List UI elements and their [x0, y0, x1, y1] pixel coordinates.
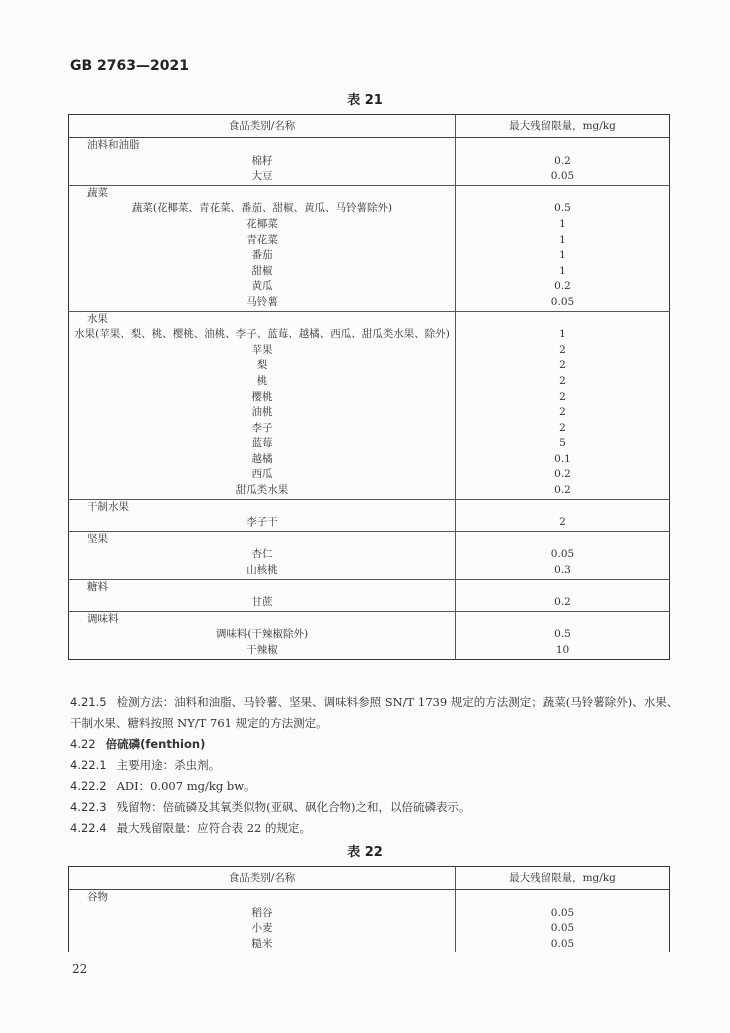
empty-cell [456, 499, 670, 515]
mrl-value: 0.2 [554, 154, 571, 167]
group-row [69, 499, 670, 515]
clause-text: 检测方法：油料和油脂、马铃薯、坚果、调味料参照 SN/T 1739 规定的方法测定；蔬菜(马铃薯除外)、水果、干制水果、糖料按照 NY/T 761 规定的方法测定。 [70, 695, 679, 730]
mrl-value: 1 [559, 233, 566, 246]
table-row [69, 421, 670, 437]
mrl-value: 2 [559, 390, 566, 403]
clause-text: ADI：0.007 mg/kg bw。 [116, 779, 256, 793]
table-row [69, 515, 670, 531]
table-row [69, 169, 670, 185]
column-header-food: 食品类别/名称 [69, 115, 456, 138]
empty-cell [456, 890, 670, 906]
clause [70, 776, 680, 797]
mrl-value: 0.2 [554, 468, 571, 481]
clause [70, 692, 680, 734]
food-name: 杏仁 [69, 547, 456, 563]
food-name: 花椰菜 [69, 217, 456, 233]
table-22 [68, 866, 670, 952]
table-22-caption: 表 22 [347, 845, 383, 860]
clause-text: 残留物：倍硫磷及其氧类似物(亚砜、砜化合物)之和，以倍硫磷表示。 [116, 800, 471, 814]
clause [70, 818, 680, 839]
group-name: 糖料 [69, 579, 456, 595]
group-name: 油料和油脂 [69, 138, 456, 154]
table-row [69, 343, 670, 359]
food-name: 番茄 [69, 248, 456, 264]
table-row [69, 643, 670, 659]
mrl-value: 0.1 [554, 452, 571, 465]
table-row [69, 483, 670, 499]
mrl-value: 1 [559, 249, 566, 262]
mrl-value: 0.05 [550, 170, 575, 183]
food-name: 黄瓜 [69, 279, 456, 295]
table-row [69, 264, 670, 280]
mrl-value: 2 [559, 516, 566, 529]
table-row [69, 436, 670, 452]
mrl-value: 1 [559, 328, 566, 341]
table-row [69, 452, 670, 468]
mrl-value: 2 [559, 374, 566, 387]
table-row [69, 154, 670, 170]
mrl-value: 0.2 [554, 280, 571, 293]
food-name: 大豆 [69, 169, 456, 185]
table-row [69, 390, 670, 406]
mrl-value: 0.3 [554, 564, 571, 577]
table-row [69, 937, 670, 953]
empty-cell [456, 531, 670, 547]
mrl-value: 0.05 [550, 922, 575, 935]
food-name: 苹果 [69, 343, 456, 359]
mrl-value: 2 [559, 359, 566, 372]
clause [70, 734, 680, 755]
food-name: 调味料(干辣椒除外) [69, 627, 456, 643]
mrl-value: 0.05 [550, 937, 575, 950]
table-row [69, 201, 670, 217]
mrl-value: 0.05 [550, 548, 575, 561]
clause-text: 倍硫磷(fenthion) [105, 737, 206, 751]
group-row [69, 185, 670, 201]
food-name: 李子干 [69, 515, 456, 531]
standard-number: GB 2763—2021 [70, 58, 189, 74]
mrl-value: 0.5 [554, 202, 571, 215]
clause-number: 4.22.1 [70, 758, 107, 772]
clause-number: 4.22.4 [70, 821, 107, 835]
mrl-value: 0.05 [550, 906, 575, 919]
table-row [69, 248, 670, 264]
table-row [69, 405, 670, 421]
food-name: 甘蔗 [69, 595, 456, 611]
mrl-value: 2 [559, 421, 566, 434]
food-name: 糙米 [69, 937, 456, 953]
clause-text: 最大残留限量：应符合表 22 的规定。 [116, 821, 312, 835]
food-name: 越橘 [69, 452, 456, 468]
group-row [69, 138, 670, 154]
food-name: 甜椒 [69, 264, 456, 280]
mrl-value: 1 [559, 217, 566, 230]
mrl-value: 0.05 [550, 295, 575, 308]
food-name: 蔬菜(花椰菜、青花菜、番茄、甜椒、黄瓜、马铃薯除外) [69, 201, 456, 217]
food-name: 蓝莓 [69, 436, 456, 452]
column-header-food: 食品类别/名称 [69, 867, 456, 890]
clause-text: 主要用途：杀虫剂。 [116, 758, 221, 772]
table-row [69, 467, 670, 483]
table-row [69, 547, 670, 563]
table-header [69, 115, 670, 138]
clause-number: 4.22.3 [70, 800, 107, 814]
mrl-value: 0.2 [554, 596, 571, 609]
table-row [69, 358, 670, 374]
column-header-mrl: 最大残留限量，mg/kg [456, 115, 670, 138]
column-header-mrl: 最大残留限量，mg/kg [456, 867, 670, 890]
group-row [69, 611, 670, 627]
mrl-value: 2 [559, 406, 566, 419]
empty-cell [456, 611, 670, 627]
food-name: 小麦 [69, 921, 456, 937]
empty-cell [456, 185, 670, 201]
group-name: 坚果 [69, 531, 456, 547]
mrl-value: 5 [559, 437, 566, 450]
group-name: 水果 [69, 311, 456, 327]
group-row [69, 531, 670, 547]
food-name: 棉籽 [69, 154, 456, 170]
group-row [69, 890, 670, 906]
food-name: 青花菜 [69, 233, 456, 249]
table-row [69, 374, 670, 390]
table-header [69, 867, 670, 890]
table-row [69, 233, 670, 249]
table-row [69, 627, 670, 643]
empty-cell [456, 579, 670, 595]
table-row [69, 921, 670, 937]
page-number: 22 [72, 962, 88, 976]
table-row [69, 595, 670, 611]
food-name: 山核桃 [69, 563, 456, 579]
mrl-value: 10 [555, 644, 570, 656]
empty-cell [456, 311, 670, 327]
food-name: 干辣椒 [69, 643, 456, 659]
group-name: 干制水果 [69, 499, 456, 515]
table-row [69, 906, 670, 922]
table-row [69, 563, 670, 579]
mrl-value: 1 [559, 264, 566, 277]
clause [70, 755, 680, 776]
empty-cell [456, 138, 670, 154]
mrl-value: 0.5 [554, 628, 571, 641]
group-name: 调味料 [69, 611, 456, 627]
clause-number: 4.21.5 [70, 695, 107, 709]
clause-number: 4.22.2 [70, 779, 107, 793]
food-name: 西瓜 [69, 467, 456, 483]
table-21 [68, 114, 670, 660]
food-name: 桃 [69, 374, 456, 390]
food-name: 水果(苹果、梨、桃、樱桃、油桃、李子、蓝莓、越橘、西瓜、甜瓜类水果、除外) [69, 327, 456, 343]
group-name: 蔬菜 [69, 185, 456, 201]
clause-number: 4.22 [70, 737, 96, 751]
food-name: 马铃薯 [69, 295, 456, 311]
group-row [69, 311, 670, 327]
table-row [69, 217, 670, 233]
group-row [69, 579, 670, 595]
food-name: 稻谷 [69, 906, 456, 922]
clause [70, 797, 680, 818]
table-21-caption: 表 21 [347, 93, 383, 108]
food-name: 李子 [69, 421, 456, 437]
table-row [69, 327, 670, 343]
food-name: 甜瓜类水果 [69, 483, 456, 499]
food-name: 油桃 [69, 405, 456, 421]
table-row [69, 295, 670, 311]
food-name: 梨 [69, 358, 456, 374]
table-row [69, 279, 670, 295]
group-name: 谷物 [69, 890, 456, 906]
paragraphs [70, 692, 680, 839]
food-name: 樱桃 [69, 390, 456, 406]
mrl-value: 2 [559, 343, 566, 356]
mrl-value: 0.2 [554, 484, 571, 497]
